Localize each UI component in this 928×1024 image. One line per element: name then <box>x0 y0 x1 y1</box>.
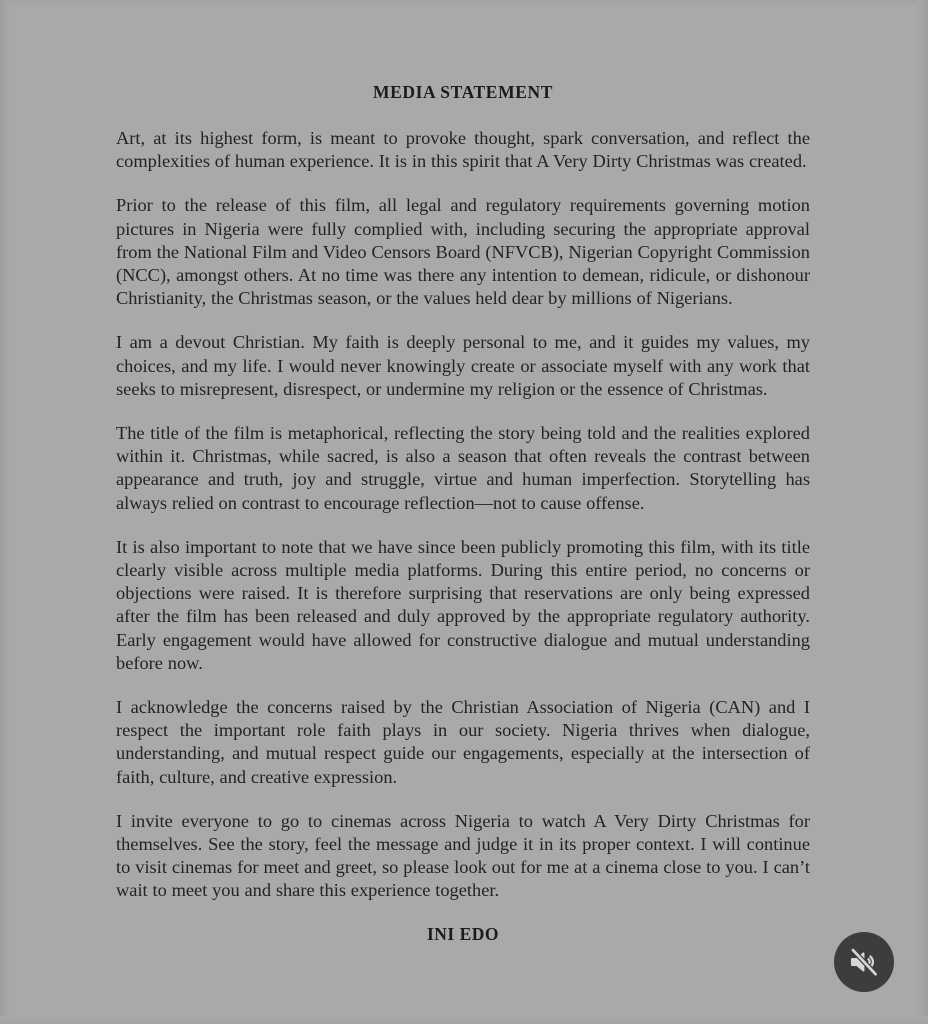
signature: INI EDO <box>426 923 500 944</box>
bottom-edge-shading <box>0 1016 928 1024</box>
statement-paragraph: I am a devout Christian. My faith is deeply personal to me, and it guides my values, my choices, and my life. I would never knowingly create or associate myself with any work that seeks to misrepresent, disrespect, or undermine my religion or the essence of Christmas. <box>116 332 810 399</box>
media-statement-document <box>116 82 810 945</box>
statement-paragraph: Art, at its highest form, is meant to provoke thought, spark conversation, and reflect the complexities of human experience. It is in this spirit that A Very Dirty Christmas was created. <box>116 128 810 172</box>
statement-paragraph: I invite everyone to go to cinemas across Nigeria to watch A Very Dirty Christmas for themselves. See the story, feel the message and judge it in its proper context. I will continue to visit cinemas for meet and greet, so please look out for me at a cinema close to you. I can’t wait to meet you and share this experience together. <box>116 810 810 901</box>
statement-paragraph: I acknowledge the concerns raised by the Christian Association of Nigeria (CAN) and I respect the important role faith plays in our society. Nigeria thrives when dialogue, understanding, and mutual respect guide our engagements, especially at the intersection of faith, culture, and creative expression. <box>116 697 810 787</box>
mute-toggle-button[interactable] <box>834 932 894 992</box>
statement-paragraph: Prior to the release of this film, all legal and regulatory requirements governing motion pictures in Nigeria were fully complied with, including securing the appropriate approval from the National Film and Video Censors Board (NFVCB), Nigerian Copyright Commission (NCC), amongst others. At no time was there any intention to demean, ridicule, or dishonour Christianity, the Christmas season, or the values held dear by millions of Nigerians. <box>116 195 810 309</box>
right-edge-shading <box>917 0 928 1024</box>
top-edge-shading <box>0 0 928 6</box>
page-title: MEDIA STATEMENT <box>373 82 553 102</box>
statement-paragraph: The title of the film is metaphorical, reflecting the story being told and the realities explored within it. Christmas, while sacred, is also a season that often reveals the contrast between appearance and truth, joy and struggle, virtue and human imperfection. Storytelling has always relied on contrast to encourage reflection—not to cause offense. <box>116 423 810 513</box>
left-edge-shading <box>0 0 9 1024</box>
statement-paragraph: It is also important to note that we have since been publicly promoting this film, with its title clearly visible across multiple media platforms. During this entire period, no concerns or objections were raised. It is therefore surprising that reservations are only being expressed after the film has been released and duly approved by the appropriate regulatory authority. Early engagement would have allowed for constructive dialogue and mutual understanding before now. <box>116 536 810 673</box>
speaker-muted-icon <box>847 945 881 979</box>
